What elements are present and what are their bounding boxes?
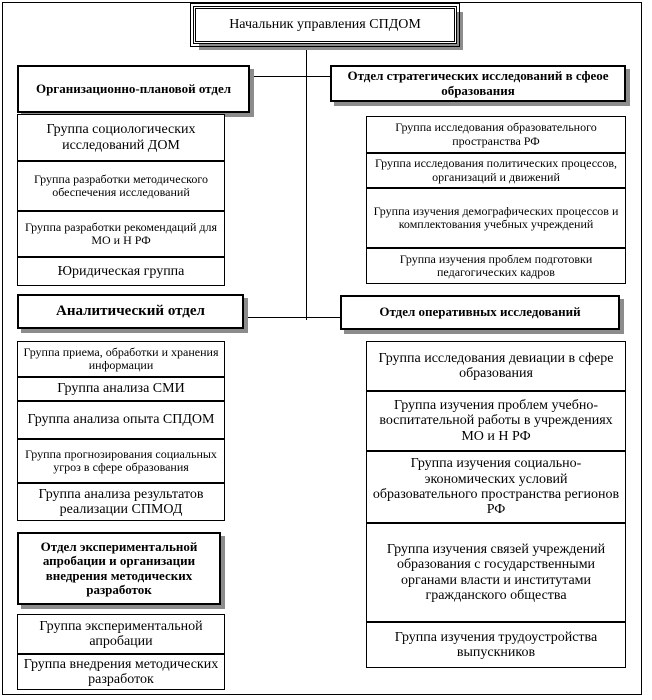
dept-analytical bbox=[17, 294, 244, 329]
dept-strategic bbox=[330, 65, 626, 102]
head-box bbox=[193, 6, 457, 44]
group-right2-3: Группа изучения социально-экономических условий образовательного пространства регионов РФ bbox=[366, 451, 626, 523]
group-left1-3: Группа разработки рекомендаций для МО и Н РФ bbox=[17, 211, 225, 257]
group-right1-1: Группа исследования образовательного пространства РФ bbox=[366, 116, 626, 153]
group-left1-2: Группа разработки методического обеспечения исследований bbox=[17, 161, 225, 211]
group-right2-1: Группа исследования девиации в сфере образования bbox=[366, 341, 626, 391]
group-left2-4: Группа прогнозирования социальных угроз в сфере образования bbox=[17, 439, 225, 483]
group-right2-4: Группа изучения связей учреждений образования с государственными органами власти и институтами гражданского общества bbox=[366, 523, 626, 622]
connector-trunk bbox=[306, 50, 307, 320]
group-left2-5: Группа анализа результатов реализации СПМОД bbox=[17, 483, 225, 521]
group-right2-5: Группа изучения трудоустройства выпускников bbox=[366, 622, 626, 668]
dept-analytical-title: Аналитический отдел bbox=[56, 303, 205, 320]
dept-operational-title: Отдел оперативных исследований bbox=[379, 304, 581, 320]
dept-org-planning-title: Организационно-плановой отдел bbox=[35, 80, 232, 96]
dept-experimental bbox=[17, 532, 221, 605]
connector-left-2 bbox=[244, 317, 306, 318]
dept-experimental-title: Отдел экспериментальной апробации и организации внедрения методических разработок bbox=[40, 538, 198, 597]
dept-operational bbox=[340, 295, 620, 330]
group-right2-2: Группа изучения проблем учебно-воспитательной работы в учреждениях МО и Н РФ bbox=[366, 391, 626, 451]
connector-right-1 bbox=[306, 76, 330, 77]
group-left2-2: Группа анализа СМИ bbox=[17, 377, 225, 401]
group-left2-1: Группа приема, обработки и хранения информации bbox=[17, 341, 225, 377]
group-left3-2: Группа внедрения методических разработок bbox=[17, 654, 225, 690]
dept-org-planning bbox=[17, 65, 250, 113]
group-left2-3: Группа анализа опыта СПДОМ bbox=[17, 401, 225, 439]
dept-strategic-title: Отдел стратегических исследований в сфеое образования bbox=[347, 68, 609, 98]
connector-right-2 bbox=[306, 317, 340, 318]
group-right1-2: Группа исследования политических процессов, организаций и движений bbox=[366, 153, 626, 188]
group-left1-4: Юридическая группа bbox=[17, 257, 225, 286]
group-right1-4: Группа изучения проблем подготовки педагогических кадров bbox=[366, 248, 626, 284]
connector-left-1 bbox=[250, 76, 306, 77]
group-left1-1: Группа социологических исследований ДОМ bbox=[17, 114, 225, 161]
group-left3-1: Группа экспериментальной апробации bbox=[17, 614, 225, 654]
head-title: Начальник управления СПДОМ bbox=[229, 17, 421, 33]
group-right1-3: Группа изучения демографических процессов и комплектования учебных учреждений bbox=[366, 188, 626, 248]
